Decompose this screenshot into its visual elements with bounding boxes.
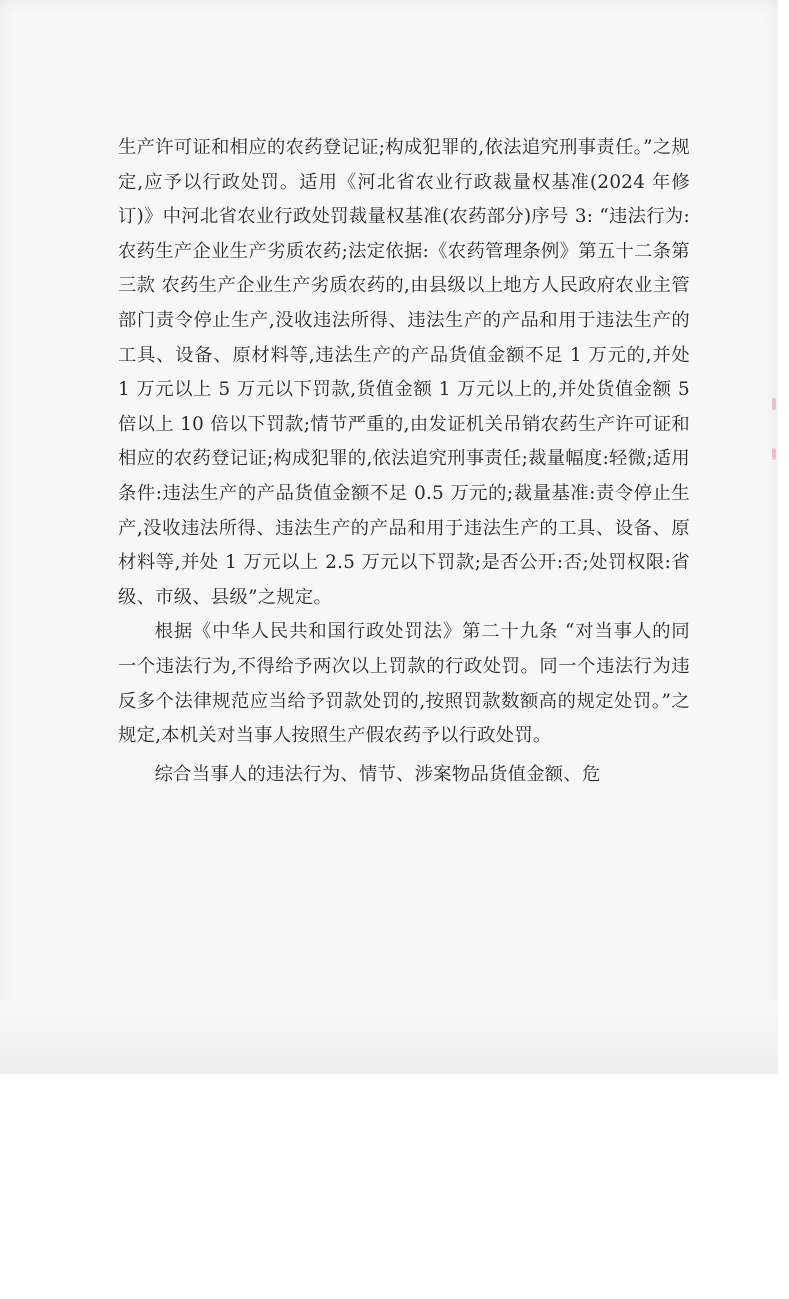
scan-right-edge bbox=[778, 0, 789, 1074]
scan-bottom-shade bbox=[0, 1000, 778, 1074]
paragraph-summary-start: 综合当事人的违法行为、情节、涉案物品货值金额、危 bbox=[154, 763, 601, 785]
scan-artifact-mark bbox=[772, 398, 776, 410]
paragraph-legal-basis: 根据《中华人民共和国行政处罚法》第二十九条 “对当事人的同一个违法行为,不得给予两次以上罚款的行政处罚。同一个违法行为违反多个法律规范应当给予罚款处罚的,按照罚款数额高的规定处罚。”之规定,本机关对当事人按照生产假农药予以行政处罚。 bbox=[118, 621, 690, 747]
scan-artifact-mark bbox=[772, 448, 776, 460]
document-body bbox=[118, 131, 690, 792]
paragraph-continued: 生产许可证和相应的农药登记证;构成犯罪的,依法追究刑事责任。”之规定,应予以行政处罚。适用《河北省农业行政裁量权基准(2024 年修订)》中河北省农业行政处罚裁量权基准(农药部分)序号 3: “违法行为:农药生产企业生产劣质农药;法定依据:《农药管理条例》第五十二条第三款 农药生产企业生产劣质农药的,由县级以上地方人民政府农业主管部门责令停止生产,没收违法所得、违法生产的产品和用于违法生产的工具、设备、原材料等,违法生产的产品货值金额不足 1 万元的,并处 1 万元以上 5 万元以下罚款,货值金额 1 万元以上的,并处货值金额 5 倍以上 10 倍以下罚款;情节严重的,由发证机关吊销农药生产许可证和相应的农药登记证;构成犯罪的,依法追究刑事责任;裁量幅度:轻微;适用条件:违法生产的产品货值金额不足 0.5 万元的;裁量基准:责令停止生产,没收违法所得、违法生产的产品和用于违法生产的工具、设备、原材料等,并处 1 万元以上 2.5 万元以下罚款;是否公开:否;处罚权限:省级、市级、县级”之规定。 bbox=[118, 137, 690, 608]
